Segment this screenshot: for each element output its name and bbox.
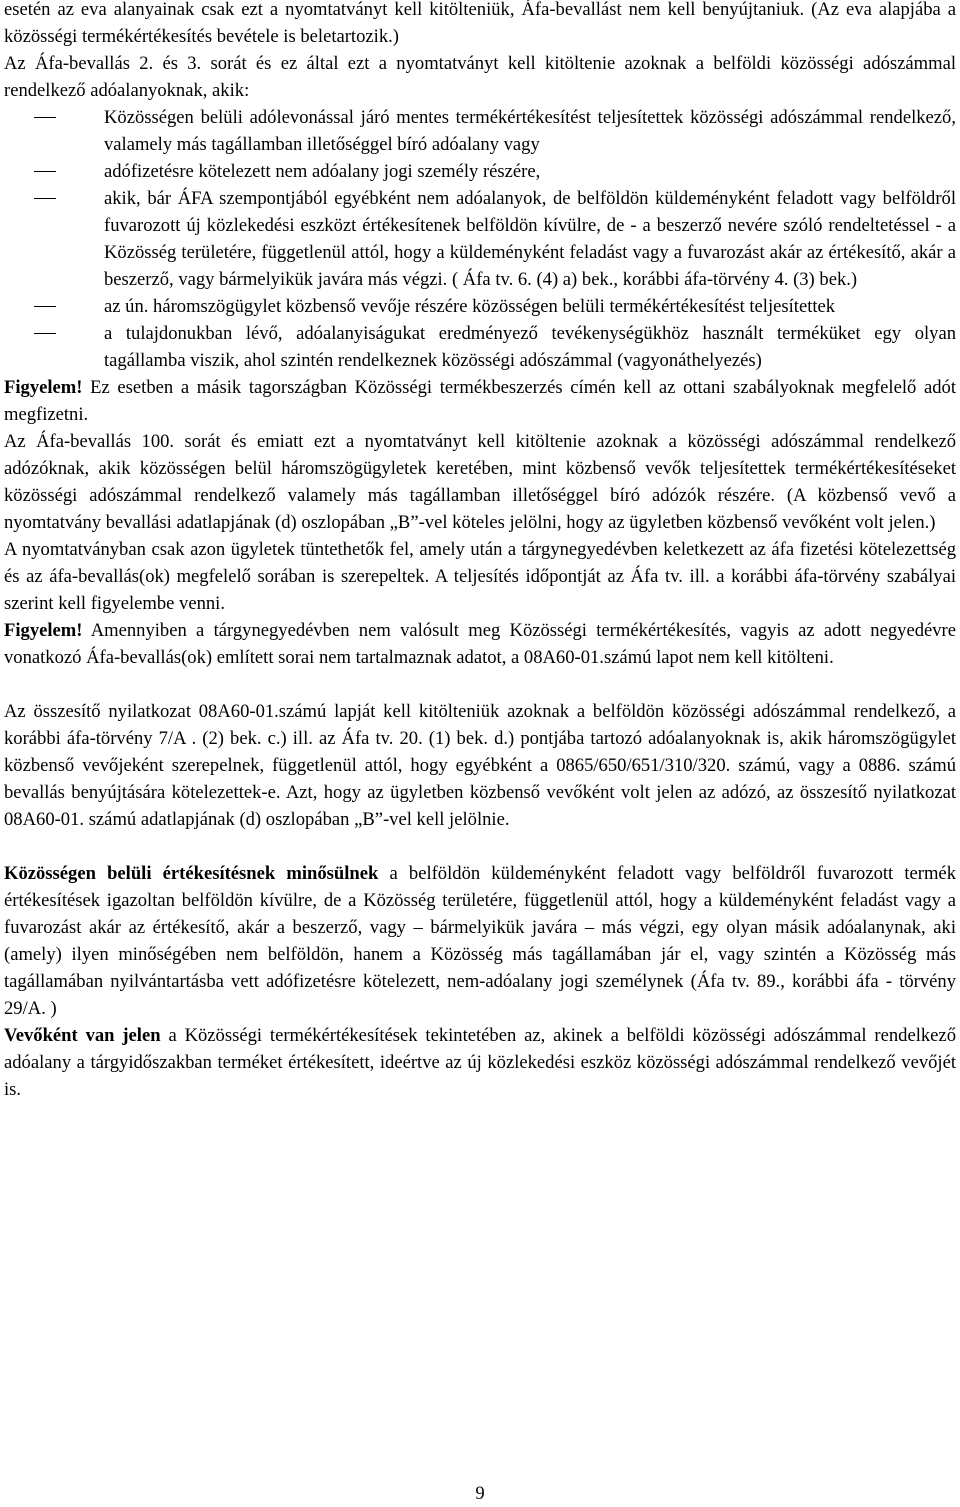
list-item	[4, 104, 956, 158]
list-item	[4, 185, 956, 293]
list-item	[4, 293, 956, 320]
paragraph-ugyletek: A nyomtatványban csak azon ügyletek tüntethetők fel, amely után a tárgynegyedévben keletkezett az áfa fizetési kötelezettség és az áfa-bevallás(ok) megfelelő sorában is szerepeltek. A teljesítés időpontját az Áfa tv. ill. a korábbi áfa-törvény szabályai szerint kell figyelembe venni.	[4, 539, 956, 614]
paragraph-text: Ez esetben a másik tagországban Közösségi termékbeszerzés címén kell az ottani szabályoknak megfelelő adót megfizetni.	[4, 377, 956, 425]
page-number: 9	[475, 1483, 485, 1504]
dash-list	[4, 104, 956, 374]
dash-bullet	[34, 333, 56, 334]
bold-lead: Figyelem!	[4, 377, 83, 398]
paragraph-vevokent	[4, 1022, 956, 1103]
paragraph-osszesito: Az összesítő nyilatkozat 08A60-01.számú lapját kell kitölteniük azoknak a belföldön közösségi adószámmal rendelkező, a korábbi áfa-törvény 7/A . (2) bek. c.) ill. az Áfa tv. 20. (1) bek. d.) pontjába tartozó adóalanyoknak is, akik háromszögügylet közbenső vevőjeként szerepelnek, függetlenül attól, hogy egyébként a 0865/650/651/310/320. számú, vagy a 0886. számú bevallás benyújtására kötelezettek-e. Azt, hogy az ügyletben közbenső vevőként volt jelen az adózó, az összesítő nyilatkozat 08A60-01. számú adatlapjának (d) oszlopában „B”-vel kell jelölnie.	[4, 701, 956, 830]
paragraph-text: Amennyiben a tárgynegyedévben nem valósult meg Közösségi termékértékesítés, vagyis az adott negyedévre vonatkozó Áfa-bevallás(ok) említett sorai nem tartalmaznak adatot, a 08A60-01.számú lapot nem kell kitölteni.	[4, 620, 956, 668]
list-item-text: akik, bár ÁFA szempontjából egyébként nem adóalanyok, de belföldön küldeményként feladott vagy belföldről fuvarozott új közlekedési eszközt értékesítenek belföldön kívülre, de - a beszerző nevére szóló rendeltetéssel - a Közösség területére, függetlenül attól, hogy a küldeményként feladást vagy a fuvarozást akár az értékesítő, akár a beszerző, vagy bármelyikük javára más végzi. ( Áfa tv. 6. (4) a) bek., korábbi áfa-törvény 4. (3) bek.)	[104, 188, 956, 290]
list-item-text: az ún. háromszögügylet közbenső vevője részére közösségen belüli termékértékesítést teljesítettek	[104, 296, 836, 317]
paragraph-figyelem-2	[4, 617, 956, 671]
dash-bullet	[34, 171, 56, 172]
dash-bullet	[34, 306, 56, 307]
bold-lead: Figyelem!	[4, 620, 83, 641]
list-item	[4, 158, 956, 185]
paragraph-eva: esetén az eva alanyainak csak ezt a nyomtatványt kell kitölteniük, Áfa-bevallást nem kell benyújtaniuk. (Az eva alapjába a közösségi termékértékesítés bevétele is beletartozik.)	[4, 0, 956, 47]
paragraph-afa-bevallas-2-3: Az Áfa-bevallás 2. és 3. sorát és ez által ezt a nyomtatványt kell kitöltenie azoknak a belföldi közösségi adószámmal rendelkező adóalanyoknak, akik:	[4, 53, 956, 101]
list-item-text: Közösségen belüli adólevonással járó mentes termékértékesítést teljesítettek közösségi adószámmal rendelkező, valamely más tagállamban illetőséggel bíró adóalany vagy	[104, 107, 956, 155]
list-item-text: adófizetésre kötelezett nem adóalany jogi személy részére,	[104, 161, 541, 182]
list-item	[4, 320, 956, 374]
dash-bullet	[34, 117, 56, 118]
paragraph-figyelem-1	[4, 374, 956, 428]
paragraph-text: a belföldön küldeményként feladott vagy belföldről fuvarozott termék értékesítések igazoltan belföldön kívülre, de a Közösség területére, függetlenül attól, hogy a küldeményként feladást vagy a fuvarozást akár az értékesítő, akár a beszerző, vagy – bármelyikük javára – más végzi, egy olyan másik adóalanynak, aki (amely) ilyen minőségében nem belföldön, hanem a Közösség más tagállamában jár el, vagy szintén a Közösség más tagállamában nyilvántartásba vett adófizetésre kötelezett, nem-adóalany jogi személynek (Áfa tv. 89., korábbi áfa - törvény 29/A. )	[4, 863, 956, 1019]
spacer	[4, 833, 956, 860]
bold-lead: Vevőként van jelen	[4, 1025, 161, 1046]
bold-lead: Közösségen belüli értékesítésnek minősülnek	[4, 863, 379, 884]
paragraph-afa-bevallas-100: Az Áfa-bevallás 100. sorát és emiatt ezt a nyomtatványt kell kitöltenie azoknak a közösségi adószámmal rendelkező adózóknak, akik közösségen belül háromszögügyletek keretében, mint közbenső vevők teljesítettek termékértékesítéseket közösségi adószámmal rendelkező valamely más tagállamban illetőséggel bíró adózók részére. (A közbenső vevő a nyomtatvány bevallási adatlapjának (d) oszlopában „B”-vel köteles jelölni, hogy az ügyletben közbenső vevőként volt jelen.)	[4, 431, 956, 533]
spacer	[4, 671, 956, 698]
list-item-text: a tulajdonukban lévő, adóalanyiságukat eredményező tevékenységükhöz használt terméküket egy olyan tagállamba viszik, ahol szintén rendelkeznek közösségi adószámmal (vagyonáthelyezés)	[104, 323, 956, 371]
dash-bullet	[34, 198, 56, 199]
paragraph-kozossegen-beluli	[4, 860, 956, 1022]
paragraph-text: a Közösségi termékértékesítések tekintetében az, akinek a belföldi közösségi adószámmal rendelkező adóalany a tárgyidőszakban terméket értékesített, ideértve az új közlekedési eszköz közösségi adószámmal rendelkező vevőjét is.	[4, 1025, 956, 1100]
